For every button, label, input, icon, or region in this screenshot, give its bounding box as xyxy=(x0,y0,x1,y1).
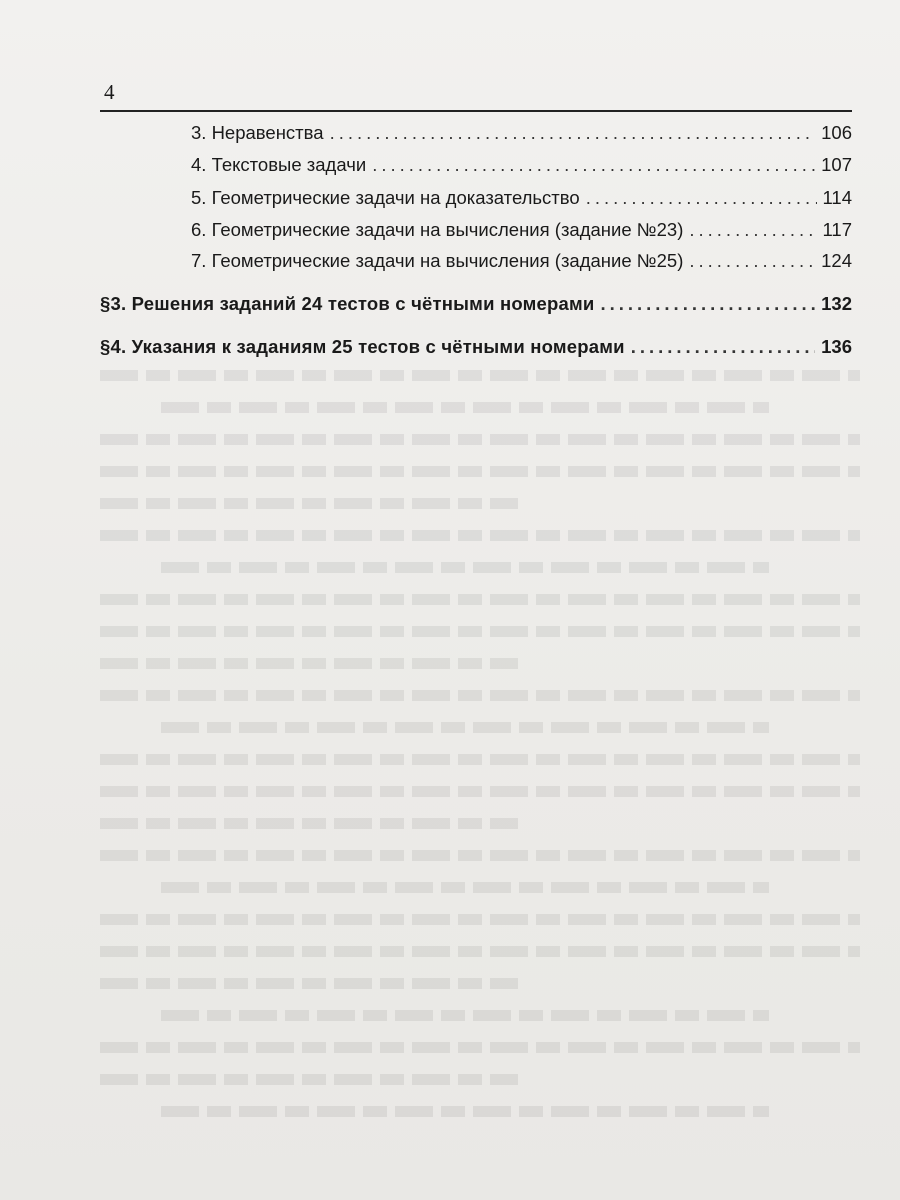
toc-entry-title: 3. Неравенства xyxy=(191,122,324,143)
toc-entry-title: 5. Геометрические задачи на доказательство xyxy=(191,187,580,208)
page-number: 4 xyxy=(104,80,115,104)
toc-entry-page: 114 xyxy=(822,187,852,208)
toc-section-entry[interactable] xyxy=(100,293,852,315)
toc-leader-dots xyxy=(586,187,817,209)
toc-leader-dots xyxy=(631,336,815,358)
toc-leader-dots xyxy=(600,293,815,315)
toc-entry-title: 4. Текстовые задачи xyxy=(191,154,367,175)
toc-entry-page: 124 xyxy=(821,250,852,271)
toc-section-page: 136 xyxy=(821,336,852,357)
header-rule xyxy=(100,110,852,112)
toc-entry[interactable] xyxy=(191,122,852,144)
toc-section-title: §4. Указания к заданиям 25 тестов с чётными номерами xyxy=(100,336,625,357)
toc-entry[interactable] xyxy=(191,154,852,176)
toc-entry-page: 107 xyxy=(821,154,852,175)
toc-leader-dots xyxy=(689,250,815,272)
toc-entry-title: 7. Геометрические задачи на вычисления (задание №25) xyxy=(191,250,684,271)
toc-leader-dots xyxy=(330,122,816,144)
toc-section-entry[interactable] xyxy=(100,336,852,358)
toc-entry-page: 106 xyxy=(821,122,852,143)
toc-entry-title: 6. Геометрические задачи на вычисления (задание №23) xyxy=(191,219,684,240)
toc-entry[interactable] xyxy=(191,187,852,209)
toc-entry-page: 117 xyxy=(822,219,852,240)
toc-section-page: 132 xyxy=(821,293,852,314)
toc-entry[interactable] xyxy=(191,250,852,272)
toc-section-title: §3. Решения заданий 24 тестов с чётными номерами xyxy=(100,293,595,314)
reverse-side-show-through xyxy=(100,370,860,1150)
toc-leader-dots xyxy=(372,154,815,176)
toc-leader-dots xyxy=(689,219,816,241)
toc-entry[interactable] xyxy=(191,219,852,241)
